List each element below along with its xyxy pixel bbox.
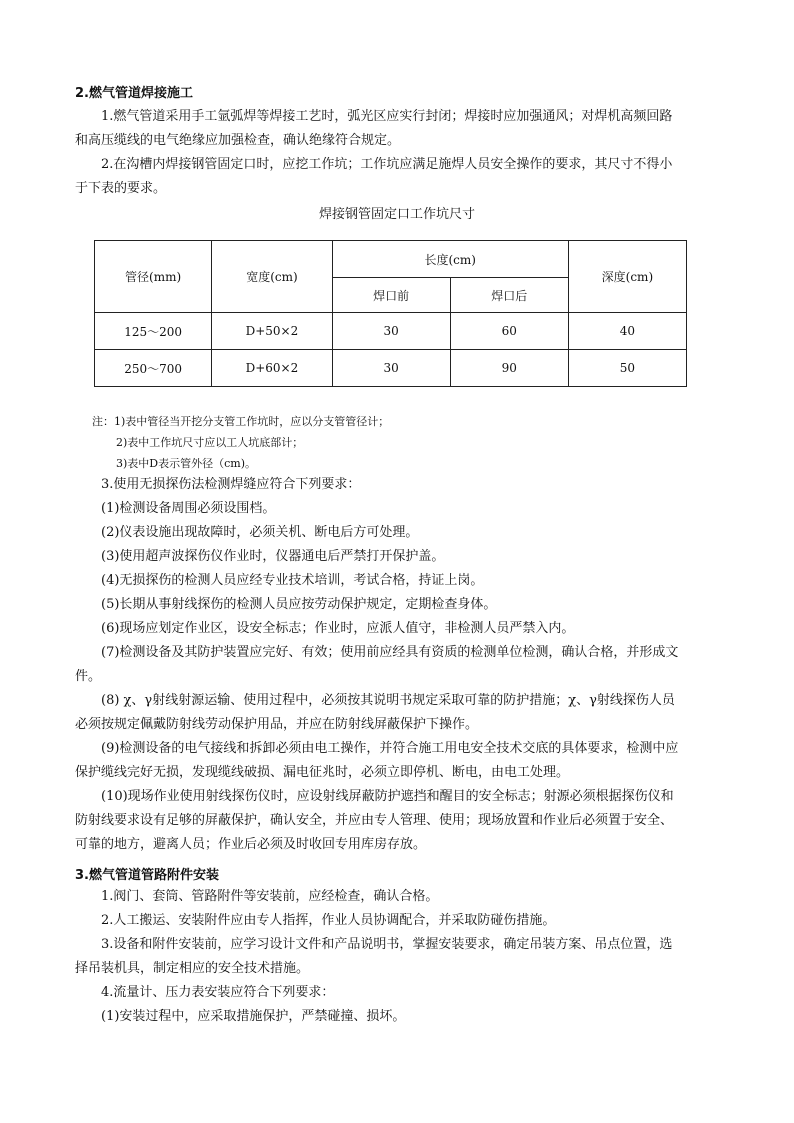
- cell-before: 30: [332, 350, 450, 387]
- table-note: 3)表中D表示管外径（cm)。: [116, 457, 256, 470]
- list-item: (5)长期从事射线探伤的检测人员应按劳动保护规定，定期检查身体。: [101, 597, 497, 612]
- paragraph-line: 件。: [75, 669, 102, 684]
- paragraph-line: (10)现场作业使用射线探伤仪时，应设射线屏蔽防护遮挡和醒目的安全标志；射源必须根据探伤仪和: [101, 789, 674, 804]
- list-item: (3)使用超声波探伤仪作业时，仪器通电后严禁打开保护盖。: [101, 549, 445, 564]
- list-item: (6)现场应划定作业区，设安全标志；作业时，应派人值守，非检测人员严禁入内。: [101, 621, 575, 636]
- cell-depth: 50: [568, 350, 686, 387]
- cell-width: D+60×2: [212, 350, 332, 387]
- table-row: [95, 313, 687, 350]
- list-item: [75, 641, 719, 689]
- paragraph-line: 择吊装机具，制定相应的安全技术措施。: [75, 961, 310, 976]
- paragraph-line: 于下表的要求。: [75, 181, 167, 196]
- paragraph-line: 1.燃气管道采用手工氩弧焊等焊接工艺时，弧光区应实行封闭；焊接时应加强通风；对焊机高频回路: [101, 109, 673, 124]
- list-item: [75, 689, 719, 737]
- cell-pipe: 250～700: [95, 350, 212, 387]
- paragraph-welding-1: [75, 105, 719, 153]
- cell-pipe: 125～200: [95, 313, 212, 350]
- table-notes: [92, 411, 389, 474]
- header-after-weld: 焊口后: [450, 278, 568, 313]
- list-item: [75, 933, 719, 981]
- header-length: 长度(cm): [332, 241, 568, 278]
- list-item: [75, 785, 719, 857]
- list-item: [75, 737, 719, 785]
- list-item: 4.流量计、压力表安装应符合下列要求：: [101, 985, 335, 1000]
- header-before-weld: 焊口前: [332, 278, 450, 313]
- section-heading-fittings: 3.燃气管道管路附件安装: [75, 868, 219, 883]
- paragraph-item-3: 3.使用无损探伤法检测焊缝应符合下列要求：: [101, 477, 361, 492]
- paragraph-line: 保护缆线完好无损，发现缆线破损、漏电征兆时，必须立即停机、断电，由电工处理。: [75, 765, 570, 780]
- list-item: 1.阀门、套筒、管路附件等安装前，应经检查，确认合格。: [101, 889, 439, 904]
- paragraph-line: 可靠的地方，避离人员；作业后必须及时收回专用库房存放。: [75, 837, 427, 852]
- cell-after: 90: [450, 350, 568, 387]
- paragraph-line: (7)检测设备及其防护装置应完好、有效；使用前应经具有资质的检测单位检测，确认合格，并形成文: [101, 645, 679, 660]
- paragraph-welding-2: [75, 153, 719, 201]
- list-item: (4)无损探伤的检测人员应经专业技术培训，考试合格，持证上岗。: [101, 573, 484, 588]
- paragraph-line: 和高压缆线的电气绝缘应加强检查，确认绝缘符合规定。: [75, 133, 401, 148]
- cell-before: 30: [332, 313, 450, 350]
- list-item: (2)仪表设施出现故障时，必须关机、断电后方可处理。: [101, 525, 419, 540]
- paragraph-line: 2.在沟槽内焊接钢管固定口时，应挖工作坑；工作坑应满足施焊人员安全操作的要求，其尺寸不得小: [101, 157, 673, 172]
- header-depth: 深度(cm): [568, 241, 686, 313]
- section-heading-welding: 2.燃气管道焊接施工: [75, 86, 193, 101]
- list-item: 2.人工搬运、安装附件应由专人指挥，作业人员协调配合，并采取防碰伤措施。: [101, 913, 556, 928]
- cell-depth: 40: [568, 313, 686, 350]
- cell-after: 60: [450, 313, 568, 350]
- cell-width: D+50×2: [212, 313, 332, 350]
- paragraph-line: 3.设备和附件安装前，应学习设计文件和产品说明书，掌握安装要求，确定吊装方案、吊点位置，选: [101, 937, 673, 952]
- paragraph-line: 防射线要求设有足够的屏蔽保护，确认安全，并应由专人管理、使用；现场放置和作业后必须置于安全、: [75, 813, 674, 828]
- paragraph-line: (9)检测设备的电气接线和拆卸必须由电工操作，并符合施工用电安全技术交底的具体要求，检测中应: [101, 741, 679, 756]
- table-note: 注：1)表中管径当开挖分支管工作坑时，应以分支管管径计；: [92, 415, 390, 428]
- paragraph-line: 必须按规定佩戴防射线劳动保护用品，并应在防射线屏蔽保护下操作。: [75, 717, 479, 732]
- header-width: 宽度(cm): [212, 241, 332, 313]
- table-caption: 焊接钢管固定口工作坑尺寸: [318, 207, 475, 222]
- header-pipe-diameter: 管径(mm): [95, 241, 212, 313]
- list-item: (1)安装过程中，应采取措施保护，严禁碰撞、损坏。: [101, 1009, 406, 1024]
- work-pit-size-table: [94, 240, 687, 387]
- paragraph-line: (8) χ、γ射线射源运输、使用过程中，必须按其说明书规定采取可靠的防护措施；χ、γ射线探伤人员: [101, 693, 675, 708]
- table-note: 2)表中工作坑尺寸应以工人坑底部计；: [116, 436, 304, 449]
- list-item: (1)检测设备周围必须设围档。: [101, 501, 276, 516]
- table-row: [95, 350, 687, 387]
